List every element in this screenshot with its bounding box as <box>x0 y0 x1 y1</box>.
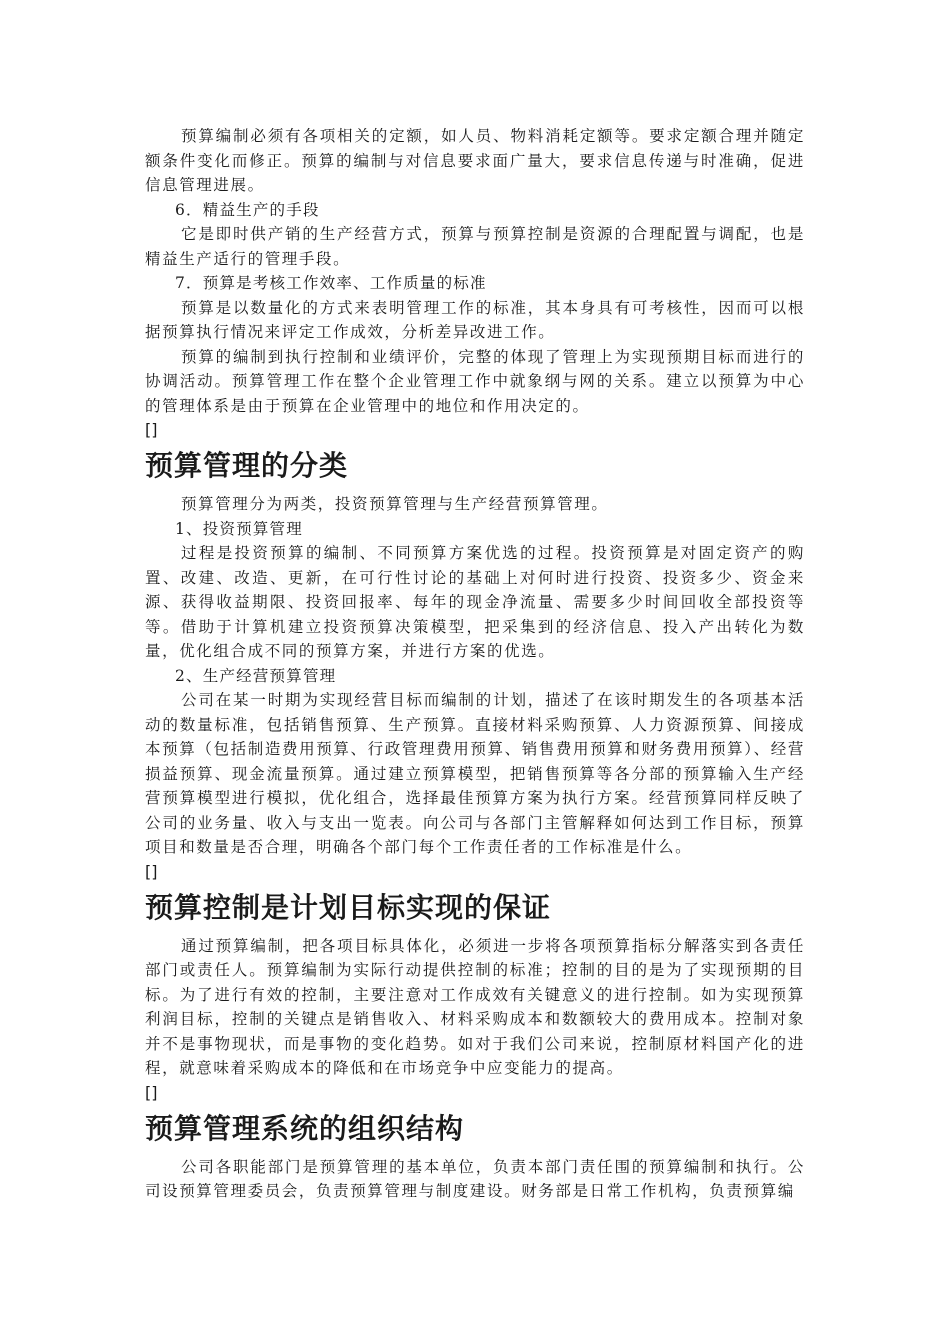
paragraph-organization: 公司各职能部门是预算管理的基本单位，负责本部门责任围的预算编制和执行。公司设预算管理委员会，负责预算管理与制度建设。财务部是日常工作机构，负责预算编 <box>145 1157 805 1200</box>
bracket-marker: [] <box>145 420 158 439</box>
document-page <box>145 124 805 1204</box>
bracket-marker: [] <box>145 1082 158 1102</box>
paragraph-evaluation-standard: 预算是以数量化的方式来表明管理工作的标准，其本身具有可考核性，因而可以根据预算执行情况来评定工作成效，分析差异改进工作。 <box>145 298 805 341</box>
section-heading-classification: 预算管理的分类 <box>145 449 349 482</box>
paragraph-investment-budget: 过程是投资预算的编制、不同预算方案优选的过程。投资预算是对固定资产的购置、改建、改造、更新，在可行性讨论的基础上对何时进行投资、投资多少、资金来源、获得收益期限、投资回报率、每年的现金净流量、需要多少时间回收全部投资等等。借助于计算机建立投资预算决策模型，把采集到的经济信息、投入产出转化为数量，优化组合成不同的预算方案，并进行方案的优选。 <box>145 544 805 660</box>
bracket-marker: [] <box>145 861 158 881</box>
list-item-lean-production: 6．精益生产的手段 <box>175 200 320 219</box>
paragraph-lean-production: 它是即时供产销的生产经营方式，预算与预算控制是资源的合理配置与调配，也是精益生产适行的管理手段。 <box>145 225 805 268</box>
section-heading-organization: 预算管理系统的组织结构 <box>145 1111 465 1145</box>
paragraph-budget-control: 通过预算编制，把各项目标具体化，必须进一步将各项预算指标分解落实到各责任部门或责任人。预算编制为实际行动提供控制的标准；控制的目的是为了实现预期的目标。为了进行有效的控制，主要注意对工作成效有关键意义的进行控制。如为实现预算利润目标，控制的关键点是销售收入、材料采购成本和数额较大的费用成本。控制对象并不是事物现状，而是事物的变化趋势。如对于我们公司来说，控制原材料国产化的进程，就意味着采购成本的降低和在市场竞争中应变能力的提高。 <box>145 936 805 1077</box>
list-item-investment-budget: 1、投资预算管理 <box>175 519 303 538</box>
paragraph-two-types: 预算管理分为两类，投资预算管理与生产经营预算管理。 <box>181 495 609 513</box>
list-item-operating-budget: 2、生产经营预算管理 <box>175 666 337 685</box>
paragraph-quota: 预算编制必须有各项相关的定额，如人员、物料消耗定额等。要求定额合理并随定额条件变化而修正。预算的编制与对信息要求面广量大，要求信息传递与时准确，促进信息管理进展。 <box>145 127 805 194</box>
list-item-evaluation-standard: 7．预算是考核工作效率、工作质量的标准 <box>175 274 487 292</box>
paragraph-management-system: 预算的编制到执行控制和业绩评价，完整的体现了管理上为实现预期目标而进行的协调活动。预算管理工作在整个企业管理工作中就象纲与网的关系。建立以预算为中心的管理体系是由于预算在企业管理中的地位和作用决定的。 <box>145 347 805 415</box>
paragraph-operating-budget: 公司在某一时期为实现经营目标而编制的计划，描述了在该时期发生的各项基本活动的数量标准，包括销售预算、生产预算。直接材料采购预算、人力资源预算、间接成本预算（包括制造费用预算、行政管理费用预算、销售费用预算和财务费用预算）、经营损益预算、现金流量预算。通过建立预算模型，把销售预算等各分部的预算输入生产经营预算模型进行模拟，优化组合，选择最佳预算方案为执行方案。经营预算同样反映了公司的业务量、收入与支出一览表。向公司与各部门主管解释如何达到工作目标，预算项目和数量是否合理，明确各个部门每个工作责任者的工作标准是什么。 <box>145 691 805 856</box>
section-heading-budget-control: 预算控制是计划目标实现的保证 <box>145 890 552 924</box>
